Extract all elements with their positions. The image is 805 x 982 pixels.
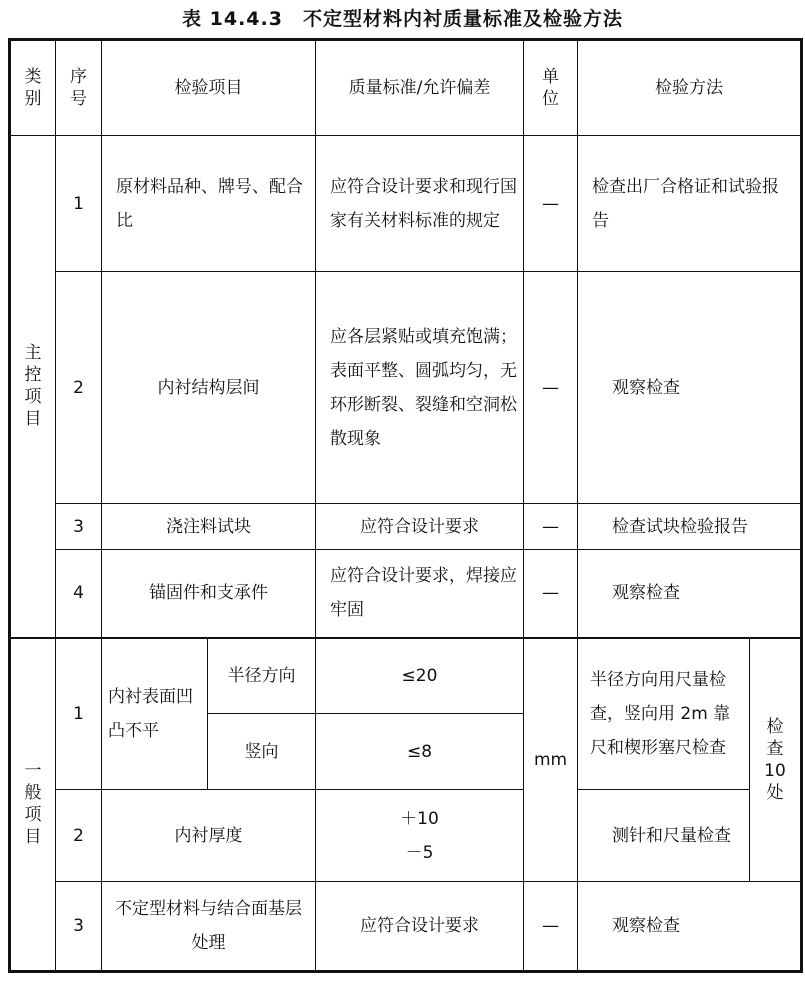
table-row: [10, 638, 802, 714]
main-category-cell: 主控项目: [10, 136, 56, 638]
unit-cell: —: [524, 882, 578, 972]
item-cell: 锚固件和支承件: [102, 550, 316, 638]
table-row: [10, 790, 802, 882]
standard-cell: 应符合设计要求，焊接应牢固: [316, 550, 524, 638]
table-row: [10, 272, 802, 504]
value-vertical: ≤8: [316, 714, 524, 790]
seq-cell: 3: [56, 504, 102, 550]
item-cell: 不定型材料与结合面基层处理: [102, 882, 316, 972]
method-cell: 观察检查: [578, 272, 802, 504]
table-title: 表 14.4.3 不定型材料内衬质量标准及检验方法: [182, 8, 623, 30]
sub-item-radial: 半径方向: [208, 638, 316, 714]
item-cell: 原材料品种、牌号、配合比: [102, 136, 316, 272]
value-radial: ≤20: [316, 638, 524, 714]
header-standard: 质量标准/允许偏差: [316, 40, 524, 136]
item-cell: 内衬结构层间: [102, 272, 316, 504]
table-row: [10, 504, 802, 550]
method-cell: 检查试块检验报告: [578, 504, 802, 550]
seq-cell: 4: [56, 550, 102, 638]
method-cell: 观察检查: [578, 550, 802, 638]
general-category-cell: 一般项目: [10, 638, 56, 972]
seq-cell: 3: [56, 882, 102, 972]
header-unit: 单位: [524, 40, 578, 136]
unit-cell: —: [524, 272, 578, 504]
method-cell: 观察检查: [578, 882, 802, 972]
standard-cell: 应符合设计要求和现行国家有关材料标准的规定: [316, 136, 524, 272]
table-row: [10, 136, 802, 272]
item-cell: 内衬表面凹凸不平: [102, 638, 208, 790]
method-cell: 检查出厂合格证和试验报告: [578, 136, 802, 272]
thickness-value-cell: [316, 790, 524, 882]
quality-standard-table: [8, 38, 803, 973]
seq-cell: 2: [56, 790, 102, 882]
item-cell: 内衬厚度: [102, 790, 316, 882]
header-seq: 序号: [56, 40, 102, 136]
unit-cell: —: [524, 504, 578, 550]
header-row: [10, 40, 802, 136]
sub-item-vertical: 竖向: [208, 714, 316, 790]
seq-cell: 1: [56, 638, 102, 790]
standard-cell: 应各层紧贴或填充饱满；表面平整、圆弧均匀，无环形断裂、裂缝和空洞松散现象: [316, 272, 524, 504]
check-count-cell: 检查10处: [750, 638, 802, 882]
unit-cell: —: [524, 136, 578, 272]
seq-cell: 2: [56, 272, 102, 504]
header-method: 检验方法: [578, 40, 802, 136]
thickness-minus: －5: [405, 842, 434, 863]
thickness-plus: ＋10: [400, 808, 439, 829]
seq-cell: 1: [56, 136, 102, 272]
unit-cell: —: [524, 550, 578, 638]
unit-cell: mm: [524, 638, 578, 882]
method-cell: 半径方向用尺量检查，竖向用 2m 靠尺和楔形塞尺检查: [578, 638, 750, 790]
header-category: 类别: [10, 40, 56, 136]
table-row: [10, 550, 802, 638]
standard-cell: 应符合设计要求: [316, 504, 524, 550]
header-item: 检验项目: [102, 40, 316, 136]
standard-cell: 应符合设计要求: [316, 882, 524, 972]
item-cell: 浇注料试块: [102, 504, 316, 550]
table-row: [10, 882, 802, 972]
method-cell: 测针和尺量检查: [578, 790, 750, 882]
